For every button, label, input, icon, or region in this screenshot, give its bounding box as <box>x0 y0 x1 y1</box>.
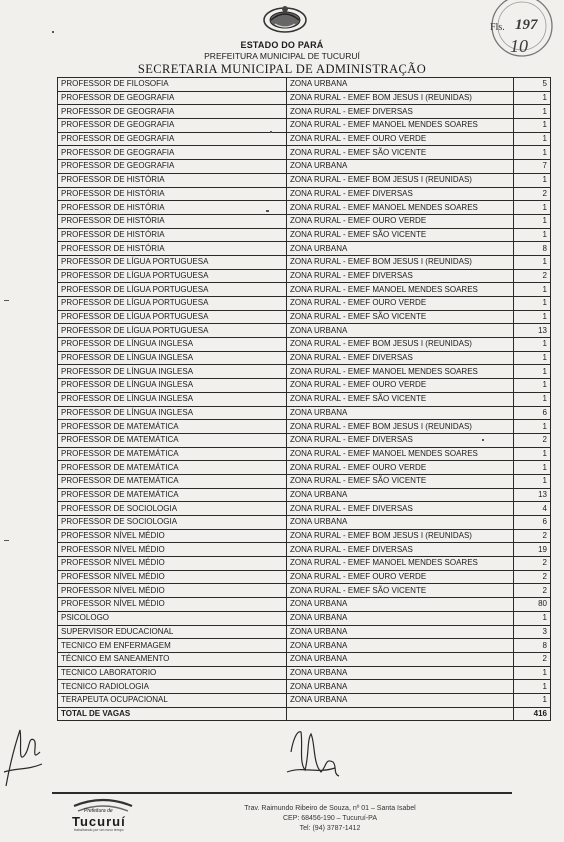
local-cell: ZONA URBANA <box>287 78 514 92</box>
local-cell: ZONA RURAL - EMEF OURO VERDE <box>287 379 514 393</box>
cargo-cell: TÉCNICO EM SANEAMENTO <box>58 652 287 666</box>
local-cell: ZONA RURAL - EMEF DIVERSAS <box>287 502 514 516</box>
local-cell: ZONA RURAL - EMEF BOM JESUS I (REUNIDAS) <box>287 91 514 105</box>
cargo-cell: TECNICO EM ENFERMAGEM <box>58 639 287 653</box>
qtd-cell: 1 <box>514 611 551 625</box>
cargo-cell: PROFESSOR DE MATEMÁTICA <box>58 474 287 488</box>
logo-city-name: Tucuruí <box>72 814 126 829</box>
local-cell: ZONA URBANA <box>287 160 514 174</box>
table-row <box>58 543 551 557</box>
local-cell: ZONA URBANA <box>287 611 514 625</box>
table-row <box>58 680 551 694</box>
scan-speck <box>4 300 9 301</box>
table-row <box>58 406 551 420</box>
cargo-cell: PROFESSOR DE GEOGRAFIA <box>58 105 287 119</box>
qtd-cell: 1 <box>514 132 551 146</box>
local-cell: ZONA URBANA <box>287 324 514 338</box>
qtd-cell: 5 <box>514 78 551 92</box>
table-row <box>58 502 551 516</box>
qtd-cell: 1 <box>514 255 551 269</box>
local-cell: ZONA RURAL - EMEF OURO VERDE <box>287 132 514 146</box>
local-cell: ZONA RURAL - EMEF SÃO VICENTE <box>287 146 514 160</box>
local-cell: ZONA URBANA <box>287 488 514 502</box>
qtd-cell: 1 <box>514 214 551 228</box>
cargo-cell: SUPERVISOR EDUCACIONAL <box>58 625 287 639</box>
local-cell: ZONA URBANA <box>287 693 514 707</box>
qtd-cell: 1 <box>514 461 551 475</box>
local-cell: ZONA URBANA <box>287 666 514 680</box>
qtd-cell: 19 <box>514 543 551 557</box>
total-row <box>58 707 551 721</box>
qtd-cell: 2 <box>514 557 551 571</box>
local-cell: ZONA RURAL - EMEF BOM JESUS I (REUNIDAS) <box>287 173 514 187</box>
table-row <box>58 269 551 283</box>
table-row <box>58 255 551 269</box>
qtd-cell: 7 <box>514 160 551 174</box>
table-row <box>58 310 551 324</box>
table-row <box>58 242 551 256</box>
table-row <box>58 488 551 502</box>
table-row <box>58 611 551 625</box>
cargo-cell: PROFESSOR DE LÍNGUA INGLESA <box>58 379 287 393</box>
qtd-cell: 1 <box>514 666 551 680</box>
cargo-cell: PROFESSOR DE LÍNGUA INGLESA <box>58 351 287 365</box>
logo-tagline: trabalhando por um novo tempo <box>74 828 124 832</box>
qtd-cell: 13 <box>514 488 551 502</box>
qtd-cell: 1 <box>514 310 551 324</box>
local-cell: ZONA RURAL - EMEF DIVERSAS <box>287 269 514 283</box>
qtd-cell: 1 <box>514 119 551 133</box>
table-row <box>58 146 551 160</box>
cargo-cell: PROFESSOR DE LÍNGUA INGLESA <box>58 406 287 420</box>
table-row <box>58 557 551 571</box>
table-row <box>58 639 551 653</box>
local-cell: ZONA RURAL - EMEF BOM JESUS I (REUNIDAS) <box>287 255 514 269</box>
qtd-cell: 1 <box>514 693 551 707</box>
cargo-cell: PROFESSOR DE HISTÓRIA <box>58 228 287 242</box>
table-row <box>58 228 551 242</box>
state-name: ESTADO DO PARÁ <box>240 40 324 50</box>
cargo-cell: PROFESSOR DE LÍGUA PORTUGUESA <box>58 297 287 311</box>
table-row <box>58 365 551 379</box>
qtd-cell: 80 <box>514 598 551 612</box>
local-cell: ZONA RURAL - EMEF DIVERSAS <box>287 543 514 557</box>
local-cell: ZONA URBANA <box>287 406 514 420</box>
qtd-cell: 1 <box>514 297 551 311</box>
qtd-cell: 13 <box>514 324 551 338</box>
table-row <box>58 392 551 406</box>
qtd-cell: 1 <box>514 474 551 488</box>
qtd-cell: 1 <box>514 420 551 434</box>
table-row <box>58 625 551 639</box>
cargo-cell: TECNICO RADIOLOGIA <box>58 680 287 694</box>
cargo-cell: PROFESSOR NÍVEL MÉDIO <box>58 557 287 571</box>
local-cell: ZONA RURAL - EMEF BOM JESUS I (REUNIDAS) <box>287 529 514 543</box>
table-row <box>58 78 551 92</box>
local-cell: ZONA URBANA <box>287 516 514 530</box>
qtd-cell: 3 <box>514 625 551 639</box>
cargo-cell: PROFESSOR NÍVEL MÉDIO <box>58 570 287 584</box>
qtd-cell: 2 <box>514 269 551 283</box>
table-row <box>58 529 551 543</box>
cargo-cell: PROFESSOR DE GEOGRAFIA <box>58 91 287 105</box>
cargo-cell: PROFESSOR DE LÍNGUA INGLESA <box>58 365 287 379</box>
local-cell: ZONA RURAL - EMEF MANOEL MENDES SOARES <box>287 201 514 215</box>
cargo-cell: PROFESSOR DE LÍGUA PORTUGUESA <box>58 310 287 324</box>
cargo-cell: PROFESSOR DE GEOGRAFIA <box>58 146 287 160</box>
cargo-cell: PROFESSOR DE HISTÓRIA <box>58 201 287 215</box>
footer-cep: CEP: 68456-190 – Tucuruí-PA <box>282 815 378 822</box>
local-cell: ZONA URBANA <box>287 639 514 653</box>
local-cell: ZONA RURAL - EMEF OURO VERDE <box>287 461 514 475</box>
table-row <box>58 201 551 215</box>
table-row <box>58 187 551 201</box>
cargo-cell: PSICOLOGO <box>58 611 287 625</box>
scan-speck <box>270 131 272 133</box>
qtd-cell: 1 <box>514 365 551 379</box>
table-row <box>58 132 551 146</box>
local-cell: ZONA RURAL - EMEF MANOEL MENDES SOARES <box>287 557 514 571</box>
table-row <box>58 598 551 612</box>
cargo-cell: TECNICO LABORATORIO <box>58 666 287 680</box>
local-cell: ZONA RURAL - EMEF SÃO VICENTE <box>287 584 514 598</box>
cargo-cell: PROFESSOR DE LÍNGUA INGLESA <box>58 338 287 352</box>
cargo-cell: PROFESSOR NÍVEL MÉDIO <box>58 584 287 598</box>
total-empty-cell <box>287 707 514 721</box>
qtd-cell: 1 <box>514 338 551 352</box>
table-row <box>58 693 551 707</box>
cargo-cell: TERAPEUTA OCUPACIONAL <box>58 693 287 707</box>
qtd-cell: 1 <box>514 201 551 215</box>
stamp-page-number: 197 <box>515 17 538 33</box>
table-row <box>58 173 551 187</box>
local-cell: ZONA RURAL - EMEF DIVERSAS <box>287 105 514 119</box>
scan-speck <box>52 31 54 33</box>
qtd-cell: 6 <box>514 516 551 530</box>
qtd-cell: 6 <box>514 406 551 420</box>
local-cell: ZONA RURAL - EMEF SÃO VICENTE <box>287 228 514 242</box>
table-row <box>58 461 551 475</box>
qtd-cell: 2 <box>514 570 551 584</box>
qtd-cell: 1 <box>514 351 551 365</box>
qtd-cell: 1 <box>514 680 551 694</box>
cargo-cell: PROFESSOR NÍVEL MÉDIO <box>58 598 287 612</box>
cargo-cell: PROFESSOR DE LÍGUA PORTUGUESA <box>58 324 287 338</box>
vacancies-table <box>57 77 551 721</box>
table-row <box>58 119 551 133</box>
secretariat-name: SECRETARIA MUNICIPAL DE ADMINISTRAÇÃO <box>137 62 427 76</box>
cargo-cell: PROFESSOR NÍVEL MÉDIO <box>58 529 287 543</box>
table-row <box>58 324 551 338</box>
local-cell: ZONA URBANA <box>287 598 514 612</box>
qtd-cell: 8 <box>514 639 551 653</box>
cargo-cell: PROFESSOR DE GEOGRAFIA <box>58 132 287 146</box>
table-row <box>58 474 551 488</box>
table-row <box>58 652 551 666</box>
cargo-cell: PROFESSOR DE GEOGRAFIA <box>58 160 287 174</box>
local-cell: ZONA RURAL - EMEF DIVERSAS <box>287 433 514 447</box>
qtd-cell: 2 <box>514 433 551 447</box>
local-cell: ZONA RURAL - EMEF MANOEL MENDES SOARES <box>287 365 514 379</box>
table-row <box>58 516 551 530</box>
local-cell: ZONA URBANA <box>287 625 514 639</box>
qtd-cell: 1 <box>514 392 551 406</box>
total-value: 416 <box>514 707 551 721</box>
cargo-cell: PROFESSOR DE MATEMÁTICA <box>58 447 287 461</box>
local-cell: ZONA RURAL - EMEF MANOEL MENDES SOARES <box>287 283 514 297</box>
table-row <box>58 351 551 365</box>
cargo-cell: PROFESSOR DE SOCIOLOGIA <box>58 516 287 530</box>
state-coat-of-arms-icon <box>261 4 309 34</box>
margin-signature <box>0 712 48 792</box>
cargo-cell: PROFESSOR NÍVEL MÉDIO <box>58 543 287 557</box>
scan-speck <box>266 210 269 212</box>
qtd-cell: 1 <box>514 91 551 105</box>
local-cell: ZONA RURAL - EMEF DIVERSAS <box>287 187 514 201</box>
table-row <box>58 283 551 297</box>
footer-phone: Tel: (94) 3787-1412 <box>299 825 361 832</box>
table-row <box>58 433 551 447</box>
footer-divider <box>52 792 512 794</box>
qtd-cell: 1 <box>514 173 551 187</box>
table-row <box>58 338 551 352</box>
qtd-cell: 1 <box>514 379 551 393</box>
footer-address: Trav. Raimundo Ribeiro de Souza, nº 01 – Santa Isabel <box>244 805 416 812</box>
scan-speck <box>4 540 9 541</box>
local-cell: ZONA URBANA <box>287 680 514 694</box>
table-row <box>58 420 551 434</box>
logo-prefeitura-label: Prefeitura de <box>84 808 113 814</box>
table-row <box>58 297 551 311</box>
authority-signature <box>283 722 343 788</box>
qtd-cell: 1 <box>514 146 551 160</box>
local-cell: ZONA RURAL - EMEF BOM JESUS I (REUNIDAS) <box>287 420 514 434</box>
cargo-cell: PROFESSOR DE HISTÓRIA <box>58 173 287 187</box>
table-row <box>58 105 551 119</box>
local-cell: ZONA RURAL - EMEF MANOEL MENDES SOARES <box>287 447 514 461</box>
cargo-cell: PROFESSOR DE SOCIOLOGIA <box>58 502 287 516</box>
table-row <box>58 570 551 584</box>
cargo-cell: PROFESSOR DE HISTÓRIA <box>58 214 287 228</box>
local-cell: ZONA RURAL - EMEF SÃO VICENTE <box>287 474 514 488</box>
cargo-cell: PROFESSOR DE MATEMÁTICA <box>58 488 287 502</box>
qtd-cell: 8 <box>514 242 551 256</box>
cargo-cell: PROFESSOR DE MATEMÁTICA <box>58 420 287 434</box>
qtd-cell: 1 <box>514 228 551 242</box>
local-cell: ZONA URBANA <box>287 652 514 666</box>
total-label: TOTAL DE VAGAS <box>58 707 287 721</box>
cargo-cell: PROFESSOR DE HISTÓRIA <box>58 187 287 201</box>
local-cell: ZONA RURAL - EMEF DIVERSAS <box>287 351 514 365</box>
table-row <box>58 214 551 228</box>
scan-speck <box>482 439 484 441</box>
qtd-cell: 2 <box>514 584 551 598</box>
cargo-cell: PROFESSOR DE MATEMÁTICA <box>58 433 287 447</box>
local-cell: ZONA RURAL - EMEF OURO VERDE <box>287 297 514 311</box>
cargo-cell: PROFESSOR DE MATEMÁTICA <box>58 461 287 475</box>
city-hall-name: PREFEITURA MUNICIPAL DE TUCURUÍ <box>204 51 360 61</box>
cargo-cell: PROFESSOR DE LÍGUA PORTUGUESA <box>58 269 287 283</box>
local-cell: ZONA RURAL - EMEF OURO VERDE <box>287 570 514 584</box>
stamp-fls-label: Fls. <box>490 22 505 33</box>
qtd-cell: 2 <box>514 652 551 666</box>
table-row <box>58 666 551 680</box>
cargo-cell: PROFESSOR DE LÍGUA PORTUGUESA <box>58 283 287 297</box>
cargo-cell: PROFESSOR DE LÍNGUA INGLESA <box>58 392 287 406</box>
local-cell: ZONA RURAL - EMEF SÃO VICENTE <box>287 392 514 406</box>
qtd-cell: 2 <box>514 187 551 201</box>
cargo-cell: PROFESSOR DE GEOGRAFIA <box>58 119 287 133</box>
local-cell: ZONA URBANA <box>287 242 514 256</box>
qtd-cell: 4 <box>514 502 551 516</box>
qtd-cell: 2 <box>514 529 551 543</box>
cargo-cell: PROFESSOR DE FILOSOFIA <box>58 78 287 92</box>
qtd-cell: 1 <box>514 447 551 461</box>
local-cell: ZONA RURAL - EMEF SÃO VICENTE <box>287 310 514 324</box>
table-row <box>58 584 551 598</box>
local-cell: ZONA RURAL - EMEF MANOEL MENDES SOARES <box>287 119 514 133</box>
table-row <box>58 160 551 174</box>
local-cell: ZONA RURAL - EMEF OURO VERDE <box>287 214 514 228</box>
cargo-cell: PROFESSOR DE LÍGUA PORTUGUESA <box>58 255 287 269</box>
cargo-cell: PROFESSOR DE HISTÓRIA <box>58 242 287 256</box>
local-cell: ZONA RURAL - EMEF BOM JESUS I (REUNIDAS) <box>287 338 514 352</box>
table-row <box>58 379 551 393</box>
stamp-initials: 10 <box>510 36 528 56</box>
table-row <box>58 447 551 461</box>
table-row <box>58 91 551 105</box>
qtd-cell: 1 <box>514 105 551 119</box>
qtd-cell: 1 <box>514 283 551 297</box>
